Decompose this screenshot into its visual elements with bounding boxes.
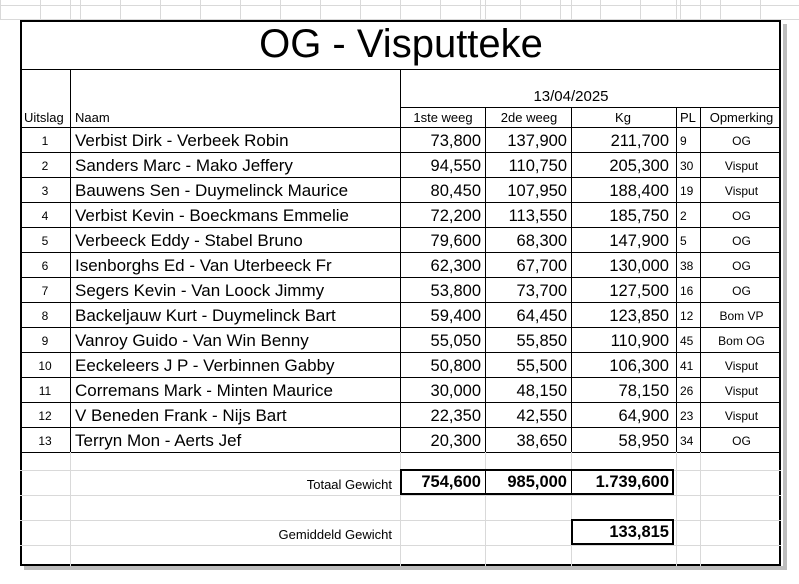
row-rank: 4 xyxy=(41,209,49,223)
row-weigh-1: 22,350 xyxy=(430,407,481,425)
header-weigh-1: 1ste weeg xyxy=(413,110,473,125)
frame-shadow-bottom xyxy=(24,566,787,570)
row-weigh-2: 55,500 xyxy=(516,357,567,375)
row-remark: Visput xyxy=(724,384,759,398)
table-rule xyxy=(20,377,781,378)
row-remark: OG xyxy=(732,259,751,273)
row-weigh-1: 79,600 xyxy=(430,232,481,250)
header-weigh-2: 2de weeg xyxy=(500,110,558,125)
table-rule xyxy=(20,202,781,203)
row-remark: Visput xyxy=(724,409,759,423)
row-rank: 7 xyxy=(41,284,49,298)
row-weigh-2: 38,650 xyxy=(516,432,567,450)
gridline xyxy=(560,0,561,20)
row-name: Sanders Marc - Mako Jeffery xyxy=(75,156,293,175)
row-pl: 9 xyxy=(680,134,687,148)
gridline xyxy=(760,0,761,20)
row-pl: 19 xyxy=(680,184,694,198)
row-remark: OG xyxy=(732,209,751,223)
row-name: Segers Kevin - Van Loock Jimmy xyxy=(75,281,325,300)
competition-date: 13/04/2025 xyxy=(533,88,609,105)
gridline xyxy=(520,0,521,20)
header-pl: PL xyxy=(680,110,696,125)
gridline xyxy=(700,452,701,566)
row-remark: OG xyxy=(732,234,751,248)
gridline xyxy=(720,0,721,20)
header-rank: Uitslag xyxy=(24,110,64,125)
row-name: Terryn Mon - Aerts Jef xyxy=(75,431,242,450)
row-pl: 26 xyxy=(680,384,694,398)
row-weigh-2: 110,750 xyxy=(508,157,567,175)
table-rule xyxy=(20,177,781,178)
row-weigh-1: 73,800 xyxy=(430,132,481,150)
row-kg: 106,300 xyxy=(609,357,669,375)
table-rule xyxy=(20,402,781,403)
row-weigh-1: 30,000 xyxy=(430,382,481,400)
row-weigh-1: 50,800 xyxy=(430,357,481,375)
row-weigh-2: 137,900 xyxy=(507,132,567,150)
row-remark: Visput xyxy=(724,359,759,373)
row-kg: 185,750 xyxy=(609,207,669,225)
row-weigh-1: 20,300 xyxy=(430,432,481,450)
row-remark: Bom VP xyxy=(719,309,764,323)
row-kg: 64,900 xyxy=(618,407,669,425)
row-name: Verbist Kevin - Boeckmans Emmelie xyxy=(75,206,349,225)
row-weigh-2: 113,550 xyxy=(508,207,567,225)
row-rank: 13 xyxy=(38,434,52,448)
row-weigh-1: 55,050 xyxy=(430,332,481,350)
row-kg: 211,700 xyxy=(610,132,669,150)
total-weigh-2: 985,000 xyxy=(507,473,567,491)
row-kg: 130,000 xyxy=(609,257,669,275)
row-pl: 45 xyxy=(680,334,694,348)
gridline xyxy=(480,0,481,20)
row-remark: OG xyxy=(732,134,751,148)
gridline xyxy=(80,0,81,20)
gridline xyxy=(640,0,641,20)
row-weigh-2: 67,700 xyxy=(516,257,567,275)
row-remark: OG xyxy=(732,434,751,448)
row-weigh-1: 72,200 xyxy=(430,207,481,225)
row-weigh-1: 80,450 xyxy=(430,182,481,200)
gridline xyxy=(120,0,121,20)
table-rule xyxy=(20,352,781,353)
row-pl: 12 xyxy=(680,309,694,323)
table-rule xyxy=(700,107,701,452)
row-weigh-1: 94,550 xyxy=(430,157,481,175)
row-rank: 1 xyxy=(41,134,49,148)
table-rule xyxy=(20,277,781,278)
row-kg: 147,900 xyxy=(609,232,669,250)
row-name: Isenborghs Ed - Van Uterbeeck Fr xyxy=(75,256,332,275)
row-name: Verbeeck Eddy - Stabel Bruno xyxy=(75,231,303,250)
row-weigh-2: 64,450 xyxy=(516,307,567,325)
row-weigh-2: 107,950 xyxy=(507,182,567,200)
row-rank: 6 xyxy=(41,259,49,273)
row-rank: 9 xyxy=(41,334,49,348)
gridline xyxy=(0,0,1,20)
table-rule xyxy=(20,152,781,153)
row-weigh-1: 53,800 xyxy=(430,282,481,300)
row-weigh-2: 68,300 xyxy=(516,232,567,250)
gridline xyxy=(40,0,41,20)
row-rank: 5 xyxy=(41,234,49,248)
total-kg: 1.739,600 xyxy=(595,473,669,491)
row-weigh-1: 62,300 xyxy=(430,257,481,275)
totals-divider-1 xyxy=(485,469,486,495)
row-kg: 188,400 xyxy=(609,182,669,200)
row-remark: OG xyxy=(732,284,751,298)
gridline xyxy=(485,0,486,20)
gridline xyxy=(676,452,677,566)
row-name: Corremans Mark - Minten Maurice xyxy=(75,381,333,400)
header-kg: Kg xyxy=(615,110,631,125)
row-pl: 30 xyxy=(680,159,694,173)
page-title: OG - Visputteke xyxy=(259,22,543,66)
row-weigh-2: 55,850 xyxy=(516,332,567,350)
table-rule xyxy=(676,107,677,452)
row-pl: 16 xyxy=(680,284,694,298)
row-weigh-2: 48,150 xyxy=(516,382,567,400)
gridline xyxy=(571,0,572,20)
row-pl: 34 xyxy=(680,434,694,448)
average-weight-label: Gemiddeld Gewicht xyxy=(278,527,392,542)
row-rank: 8 xyxy=(41,309,49,323)
gridline xyxy=(200,0,201,20)
gridline xyxy=(600,0,601,20)
table-rule xyxy=(485,107,486,452)
gridline xyxy=(700,0,701,20)
table-rule xyxy=(20,252,781,253)
row-name: Vanroy Guido - Van Win Benny xyxy=(75,331,309,350)
totals-divider-2 xyxy=(571,469,572,495)
row-kg: 110,900 xyxy=(610,332,669,350)
gridline xyxy=(70,452,71,566)
row-name: V Beneden Frank - Nijs Bart xyxy=(75,406,287,425)
gridline xyxy=(360,0,361,20)
row-remark: Visput xyxy=(724,159,759,173)
table-rule xyxy=(20,227,781,228)
total-weigh-1: 754,600 xyxy=(421,473,481,491)
row-kg: 205,300 xyxy=(609,157,669,175)
row-pl: 23 xyxy=(680,409,694,423)
gridline xyxy=(240,0,241,20)
table-rule xyxy=(20,127,781,128)
row-weigh-1: 59,400 xyxy=(430,307,481,325)
row-weigh-2: 73,700 xyxy=(516,282,567,300)
row-kg: 78,150 xyxy=(618,382,669,400)
gridline xyxy=(70,0,71,20)
row-rank: 11 xyxy=(38,384,52,398)
gridline xyxy=(680,0,681,20)
row-pl: 5 xyxy=(680,234,687,248)
row-remark: Visput xyxy=(724,184,759,198)
gridline xyxy=(160,0,161,20)
row-pl: 38 xyxy=(680,259,694,273)
gridline xyxy=(400,0,401,20)
row-kg: 58,950 xyxy=(618,432,669,450)
table-rule xyxy=(20,302,781,303)
row-weigh-2: 42,550 xyxy=(516,407,567,425)
gridline xyxy=(676,0,677,20)
row-name: Eeckeleers J P - Verbinnen Gabby xyxy=(75,356,335,375)
table-rule xyxy=(20,327,781,328)
frame-shadow-right xyxy=(783,24,787,569)
gridline xyxy=(320,0,321,20)
header-remark: Opmerking xyxy=(709,110,774,125)
header-name: Naam xyxy=(75,110,110,125)
row-rank: 2 xyxy=(41,159,49,173)
row-rank: 12 xyxy=(38,409,52,423)
row-name: Verbist Dirk - Verbeek Robin xyxy=(75,131,289,150)
table-rule xyxy=(20,427,781,428)
row-kg: 123,850 xyxy=(609,307,669,325)
row-name: Backeljauw Kurt - Duymelinck Bart xyxy=(75,306,336,325)
average-kg: 133,815 xyxy=(609,523,669,541)
row-name: Bauwens Sen - Duymelinck Maurice xyxy=(75,181,349,200)
table-rule xyxy=(400,107,781,108)
row-rank: 3 xyxy=(41,184,49,198)
row-kg: 127,500 xyxy=(609,282,669,300)
table-rule xyxy=(571,107,572,452)
gridline xyxy=(440,0,441,20)
row-rank: 10 xyxy=(38,359,52,373)
row-pl: 41 xyxy=(680,359,694,373)
gridline xyxy=(280,0,281,20)
total-weight-label: Totaal Gewicht xyxy=(306,477,392,492)
row-pl: 2 xyxy=(680,209,687,223)
row-remark: Bom OG xyxy=(718,334,765,348)
